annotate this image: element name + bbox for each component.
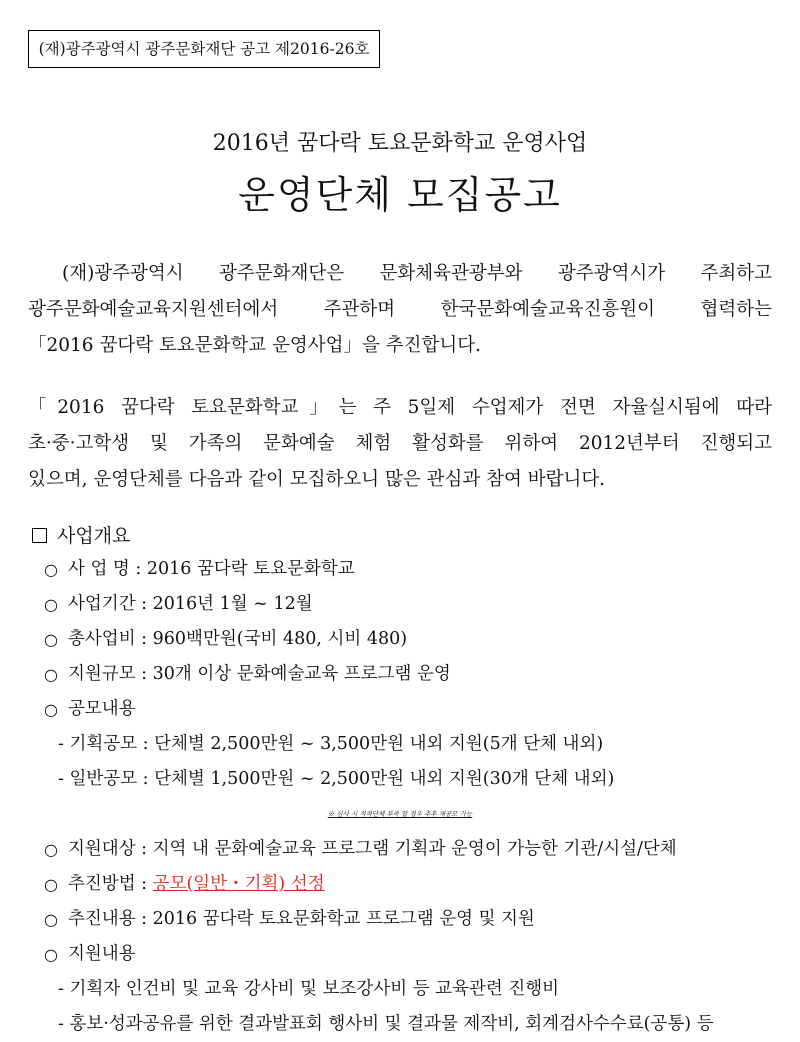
intro-paragraph-2-line-2: 초·중·고학생 및 가족의 문화예술 체험 활성화를 위하여 2012년부터 진행되고 (28, 433, 772, 454)
document-title: 운영단체 모집공고 (238, 173, 562, 217)
target-text: 지원대상 : 지역 내 문화예술교육 프로그램 기획과 운영이 가능한 기관/시설/단체 (68, 839, 677, 859)
project-name-text: 사 업 명 : 2016 꿈다락 토요문화학교 (68, 559, 355, 579)
list-item-support-1 (0, 972, 800, 1007)
list-item-support-content (0, 937, 800, 972)
section-heading-label: 사업개요 (57, 525, 131, 547)
circle-bullet-icon: ○ (44, 595, 58, 614)
budget-text: 총사업비 : 960백만원(국비 480, 시비 480) (68, 629, 408, 649)
list-item-period (0, 587, 800, 622)
list-item-note (0, 797, 800, 832)
circle-bullet-icon: ○ (44, 910, 58, 929)
circle-bullet-icon: ○ (44, 875, 58, 894)
intro-paragraph-1-line-2: 광주문화예술교육지원센터에서 주관하며 한국문화예술교육진흥원이 협력하는 (28, 299, 772, 320)
reapplication-note: ※ 심사 시 적격단체 부족 할 경우 추후 재공모 가능 (327, 810, 473, 818)
period-text: 사업기간 : 2016년 1월 ~ 12월 (68, 594, 313, 614)
circle-bullet-icon: ○ (44, 665, 58, 684)
intro-paragraph-1 (28, 256, 772, 364)
recruit-content-text: 공모내용 (68, 699, 136, 719)
list-item-activities (0, 902, 800, 937)
list-item-project-name (0, 552, 800, 587)
activities-text: 추진내용 : 2016 꿈다락 토요문화학교 프로그램 운영 및 지원 (68, 909, 535, 929)
scale-text: 지원규모 : 30개 이상 문화예술교육 프로그램 운영 (68, 664, 451, 684)
notice-number-box (28, 30, 380, 68)
checkbox-icon (32, 528, 47, 543)
circle-bullet-icon: ○ (44, 630, 58, 649)
method-label: 추진방법 : (68, 874, 153, 894)
method-value: 공모(일반・기획) 선정 (152, 874, 325, 894)
overview-list (0, 552, 800, 1042)
intro-paragraph-1-line-1: (재)광주광역시 광주문화재단은 문화체육관광부와 광주광역시가 주최하고 (62, 263, 772, 284)
list-item-support-2 (0, 1007, 800, 1042)
intro-paragraph-1-line-3: 「2016 꿈다락 토요문화학교 운영사업」을 추진합니다. (28, 335, 482, 356)
support-item-1-text: - 기획자 인건비 및 교육 강사비 및 보조강사비 등 교육관련 진행비 (58, 979, 560, 999)
circle-bullet-icon: ○ (44, 700, 58, 719)
support-item-2-text: - 홍보·성과공유를 위한 결과발표회 행사비 및 결과물 제작비, 회계검사수수료(공통) 등 (58, 1014, 714, 1034)
intro-paragraph-2 (28, 390, 772, 498)
section-heading (32, 522, 130, 550)
intro-paragraph-2-line-1: 「2016 꿈다락 토요문화학교」는 주 5일제 수업제가 전면 자율실시됨에 따라 (28, 397, 772, 418)
circle-bullet-icon: ○ (44, 840, 58, 859)
recruit-general-text: - 일반공모 : 단체별 1,500만원 ~ 2,500만원 내외 지원(30개 단체 내외) (58, 769, 615, 789)
circle-bullet-icon: ○ (44, 560, 58, 579)
support-content-text: 지원내용 (68, 944, 136, 964)
recruit-planning-text: - 기획공모 : 단체별 2,500만원 ~ 3,500만원 내외 지원(5개 단체 내외) (58, 734, 604, 754)
list-item-recruit-planning (0, 727, 800, 762)
intro-paragraph-2-line-3: 있으며, 운영단체를 다음과 같이 모집하오니 많은 관심과 참여 바랍니다. (28, 469, 606, 490)
list-item-method (0, 867, 800, 902)
circle-bullet-icon: ○ (44, 945, 58, 964)
list-item-target (0, 832, 800, 867)
document-subtitle: 2016년 꿈다락 토요문화학교 운영사업 (212, 131, 588, 156)
list-item-recruit-content (0, 692, 800, 727)
method-text (68, 867, 325, 902)
notice-number: (재)광주광역시 광주문화재단 공고 제2016-26호 (38, 40, 370, 58)
list-item-recruit-general (0, 762, 800, 797)
list-item-budget (0, 622, 800, 657)
list-item-scale (0, 657, 800, 692)
